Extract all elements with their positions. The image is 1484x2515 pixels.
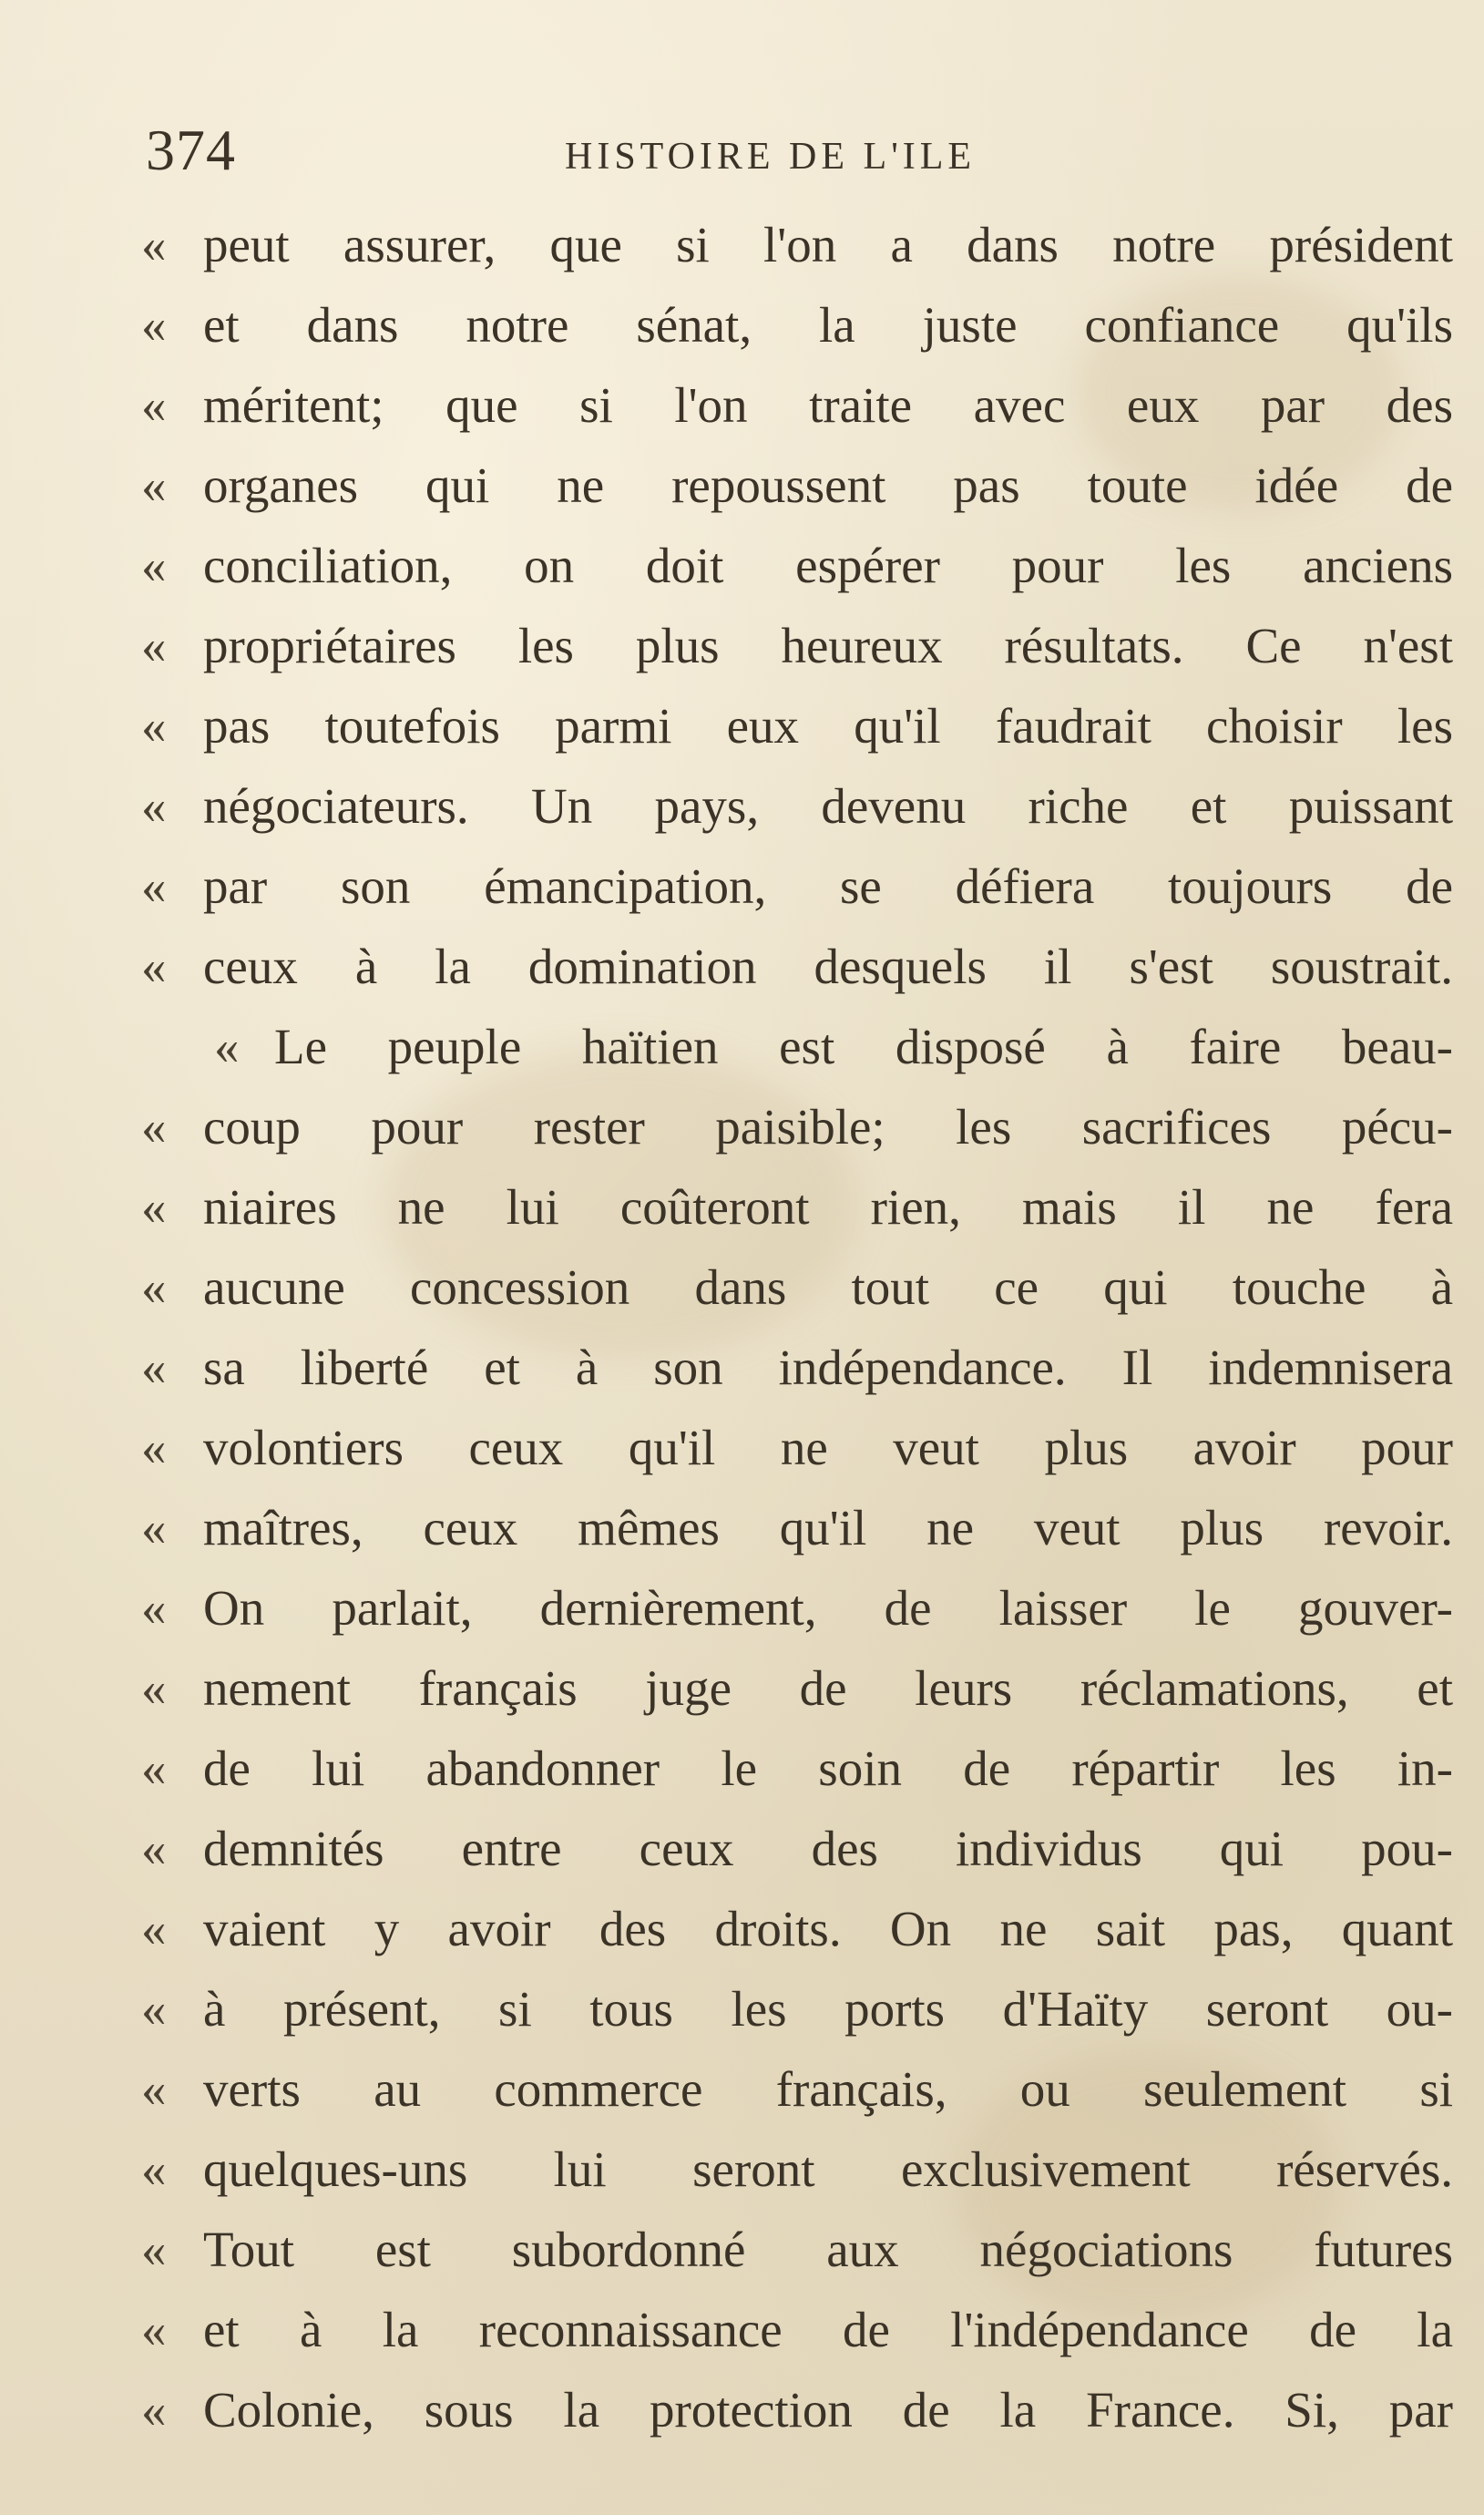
line-text: et dans notre sénat, la juste confiance qu'ils xyxy=(203,297,1453,353)
quote-mark: « xyxy=(141,457,167,513)
quote-mark: « xyxy=(141,1981,167,2037)
quote-mark: « xyxy=(141,377,167,433)
text-line xyxy=(141,1568,1453,1648)
line-text: ceux à la domination desquels il s'est soustrait. xyxy=(203,939,1453,994)
line-text: aucune concession dans tout ce qui touche à xyxy=(203,1259,1453,1315)
line-text: à présent, si tous les ports d'Haïty seront ou- xyxy=(203,1981,1453,2037)
quote-mark: « xyxy=(141,1099,167,1155)
text-line xyxy=(141,526,1453,606)
quote-mark: « xyxy=(141,2382,167,2438)
text-line xyxy=(141,1809,1453,1889)
quote-mark: « xyxy=(141,1740,167,1796)
line-text: sa liberté et à son indépendance. Il indemnisera xyxy=(203,1340,1453,1395)
text-line xyxy=(141,285,1453,365)
line-text: niaires ne lui coûteront rien, mais il ne fera xyxy=(203,1179,1453,1235)
quote-mark: « xyxy=(141,1660,167,1716)
quote-mark: « xyxy=(141,618,167,673)
text-line xyxy=(141,1729,1453,1809)
line-text: peut assurer, que si l'on a dans notre président xyxy=(203,217,1453,272)
text-line xyxy=(141,1167,1453,1247)
quote-mark: « xyxy=(141,2061,167,2117)
line-text: propriétaires les plus heureux résultats. Ce n'est xyxy=(203,618,1453,673)
text-line xyxy=(141,1087,1453,1167)
text-line xyxy=(141,365,1453,446)
quote-mark: « xyxy=(141,1259,167,1315)
line-text: coup pour rester paisible; les sacrifices pécu- xyxy=(203,1099,1453,1155)
line-text: organes qui ne repoussent pas toute idée de xyxy=(203,457,1453,513)
quote-mark: « xyxy=(141,1580,167,1636)
text-line xyxy=(141,1408,1453,1488)
quote-mark: « xyxy=(141,778,167,834)
line-text: négociateurs. Un pays, devenu riche et puissant xyxy=(203,778,1453,834)
line-text: On parlait, dernièrement, de laisser le gouver- xyxy=(203,1580,1453,1636)
text-line xyxy=(141,1648,1453,1729)
running-head: HISTOIRE DE L'ILE xyxy=(565,136,977,178)
line-text: par son émancipation, se défiera toujours de xyxy=(203,858,1453,914)
quote-mark: « xyxy=(141,2302,167,2357)
text-line xyxy=(141,1247,1453,1328)
line-text: pas toutefois parmi eux qu'il faudrait choisir les xyxy=(203,698,1453,754)
paragraph-start-line xyxy=(141,1007,1453,1087)
line-text: de lui abandonner le soin de répartir les in- xyxy=(203,1740,1453,1796)
text-line xyxy=(141,2210,1453,2290)
text-line xyxy=(141,847,1453,927)
quote-mark: « xyxy=(141,1821,167,1876)
quote-mark: « xyxy=(141,538,167,593)
text-line xyxy=(141,927,1453,1007)
text-line xyxy=(141,1488,1453,1568)
quote-mark: « xyxy=(141,217,167,272)
quote-mark: « xyxy=(141,939,167,994)
page-header xyxy=(146,117,1458,190)
text-line xyxy=(141,205,1453,285)
line-text: et à la reconnaissance de l'indépendance de la xyxy=(203,2302,1453,2357)
line-text: nement français juge de leurs réclamations, et xyxy=(203,1660,1453,1716)
line-text: Colonie, sous la protection de la France. Si, par xyxy=(203,2382,1453,2438)
quote-mark: « xyxy=(141,1500,167,1555)
quote-mark: « xyxy=(141,297,167,353)
line-text: Tout est subordonné aux négociations futures xyxy=(203,2222,1453,2277)
text-line xyxy=(141,1889,1453,1969)
text-line xyxy=(141,606,1453,686)
quote-mark: « xyxy=(141,2222,167,2277)
text-line xyxy=(141,2130,1453,2210)
text-line xyxy=(141,2370,1453,2450)
text-line xyxy=(141,2290,1453,2370)
line-text: quelques-uns lui seront exclusivement réservés. xyxy=(203,2141,1453,2197)
text-line xyxy=(141,686,1453,766)
text-line xyxy=(141,1328,1453,1408)
text-line xyxy=(141,2049,1453,2130)
text-line xyxy=(141,1969,1453,2049)
quote-mark: « xyxy=(141,1179,167,1235)
page-number: 374 xyxy=(146,118,236,182)
line-text: Le peuple haïtien est disposé à faire beau- xyxy=(274,1019,1453,1074)
body-text xyxy=(141,205,1453,2450)
quote-mark: « xyxy=(141,1420,167,1475)
quote-mark: « xyxy=(141,858,167,914)
quote-mark: « xyxy=(214,1019,240,1074)
quote-mark: « xyxy=(141,2141,167,2197)
line-text: verts au commerce français, ou seulement si xyxy=(203,2061,1453,2117)
line-text: méritent; que si l'on traite avec eux par des xyxy=(203,377,1453,433)
quote-mark: « xyxy=(141,698,167,754)
quote-mark: « xyxy=(141,1340,167,1395)
quote-mark: « xyxy=(141,1901,167,1956)
line-text: maîtres, ceux mêmes qu'il ne veut plus revoir. xyxy=(203,1500,1453,1555)
line-text: volontiers ceux qu'il ne veut plus avoir pour xyxy=(203,1420,1453,1475)
text-line xyxy=(141,766,1453,847)
text-line xyxy=(141,446,1453,526)
line-text: vaient y avoir des droits. On ne sait pas, quant xyxy=(203,1901,1453,1956)
line-text: demnités entre ceux des individus qui pou- xyxy=(203,1821,1453,1876)
line-text: conciliation, on doit espérer pour les anciens xyxy=(203,538,1453,593)
